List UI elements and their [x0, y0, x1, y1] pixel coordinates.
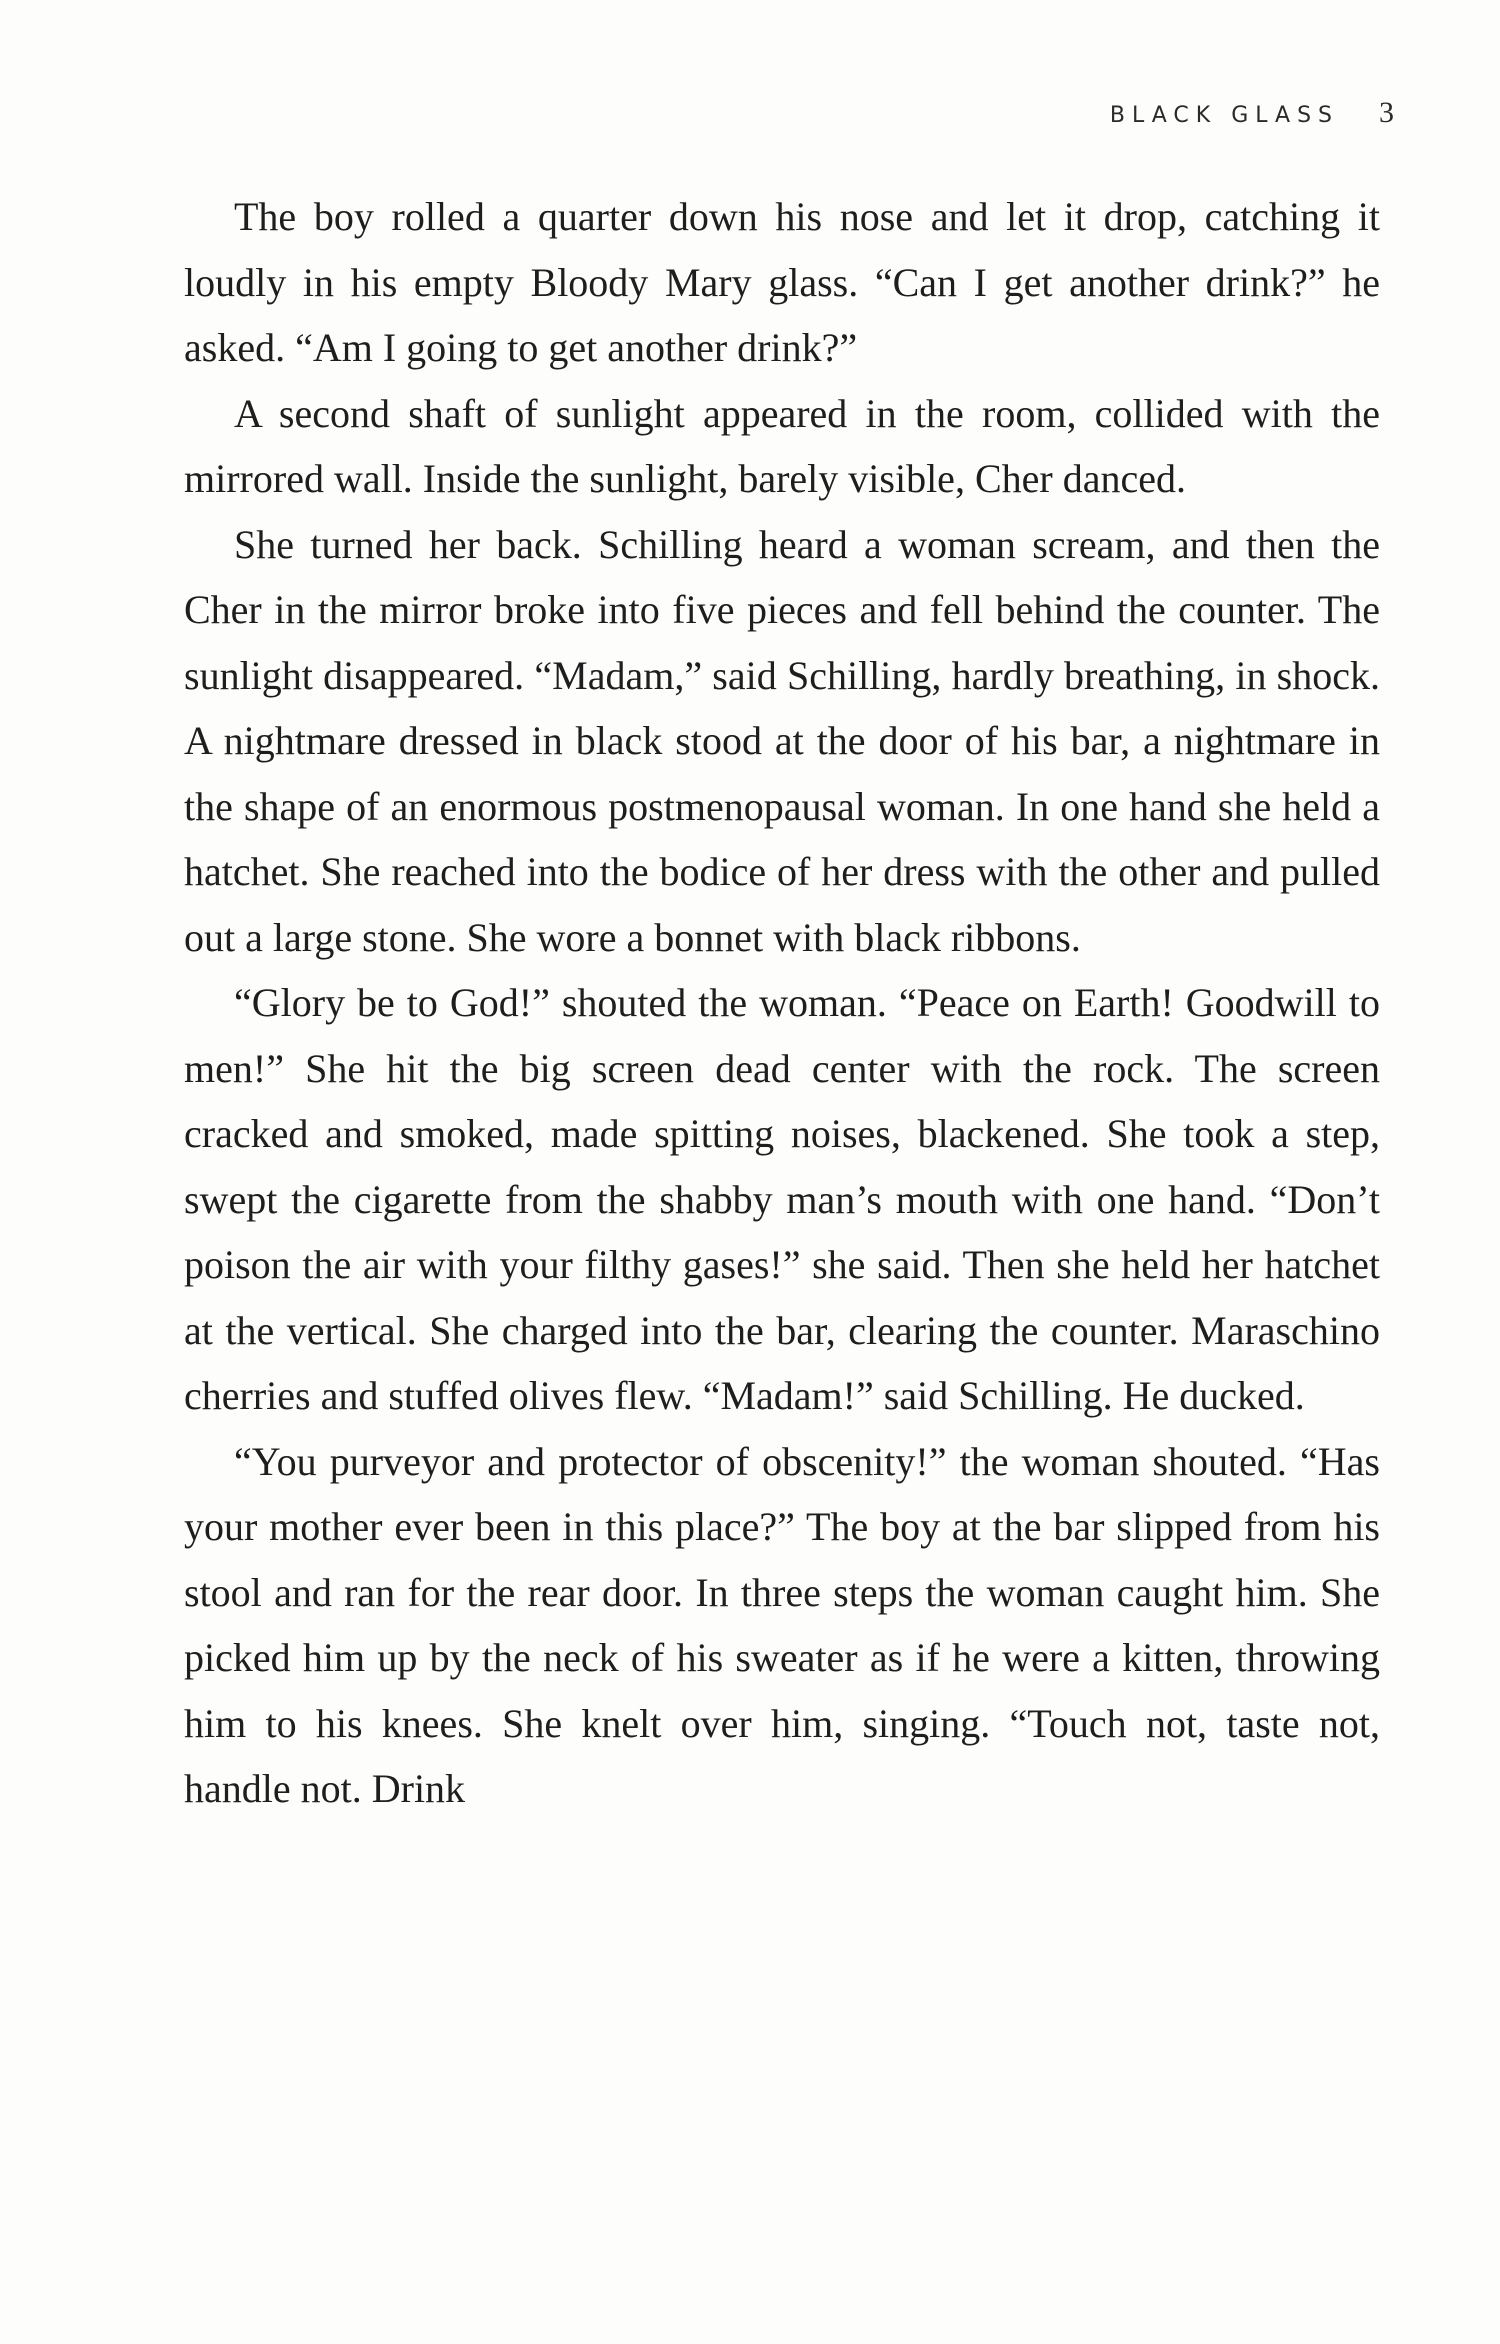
running-title: BLACK GLASS	[1109, 103, 1339, 128]
paragraph: “You purveyor and protector of obscenity!” the woman shouted. “Has your mother ever been in this place?” The boy at the bar slipped from his stool and ran for the rear door. In three steps the woman caught him. She picked him up by the neck of his sweater as if he were a kitten, throwing him to his knees. She knelt over him, singing. “Touch not, taste not, handle not. Drink	[184, 1438, 1380, 1811]
running-head	[0, 96, 1394, 130]
page-number: 3	[1379, 96, 1394, 129]
paragraph: “Glory be to God!” shouted the woman. “Peace on Earth! Goodwill to men!” She hit the big screen dead center with the rock. The screen cracked and smoked, made spitting noises, blackened. She took a step, swept the cigarette from the shabby man’s mouth with one hand. “Don’t poison the air with your filthy gases!” she said. Then she held her hatchet at the vertical. She charged into the bar, clearing the counter. Maraschino cherries and stuffed olives flew. “Madam!” said Schilling. He ducked.	[184, 980, 1380, 1418]
body-text	[184, 184, 1380, 1822]
paragraph: She turned her back. Schilling heard a woman scream, and then the Cher in the mirror broke into five pieces and fell behind the counter. The sunlight disappeared. “Madam,” said Schilling, hardly breathing, in shock. A nightmare dressed in black stood at the door of his bar, a nightmare in the shape of an enormous postmenopausal woman. In one hand she held a hatchet. She reached into the bodice of her dress with the other and pulled out a large stone. She wore a bonnet with black ribbons.	[184, 521, 1380, 960]
paragraph: A second shaft of sunlight appeared in the room, collided with the mirrored wall. Inside the sunlight, barely visible, Cher danced.	[184, 390, 1380, 501]
paragraph: The boy rolled a quarter down his nose and let it drop, catching it loudly in his empty Bloody Mary glass. “Can I get another drink?” he asked. “Am I going to get another drink?”	[184, 194, 1380, 370]
